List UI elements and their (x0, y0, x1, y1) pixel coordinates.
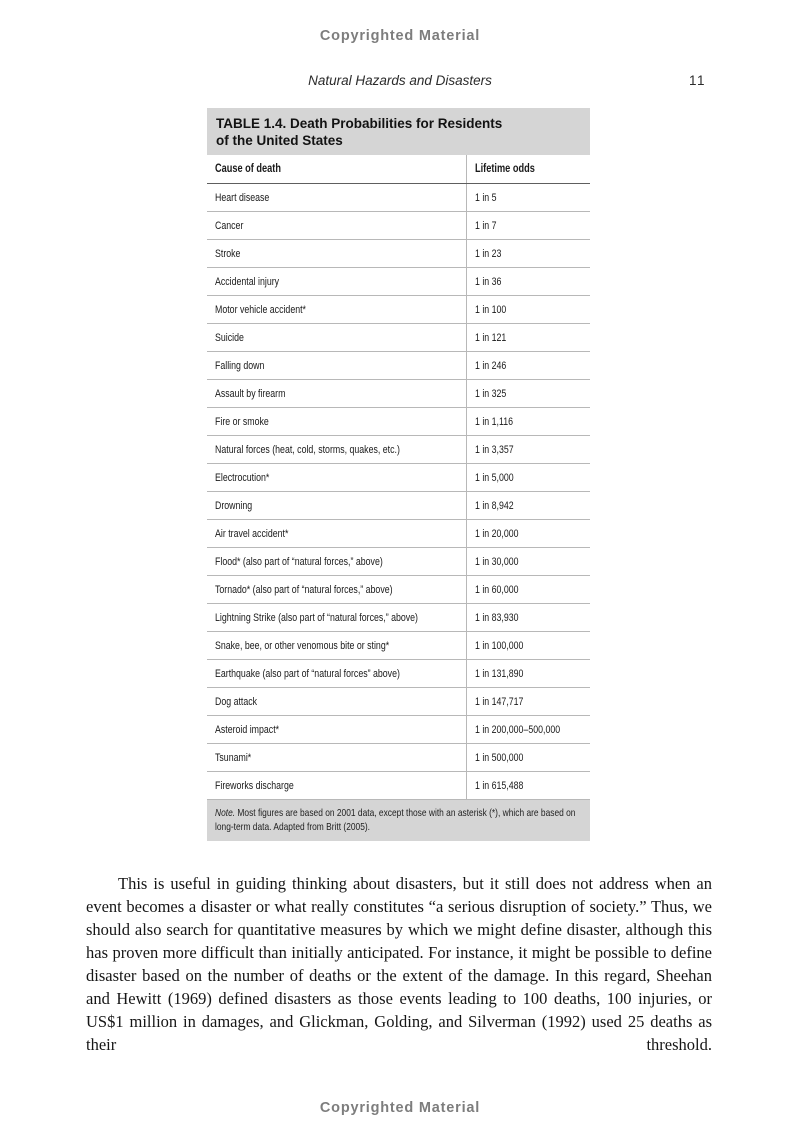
table-row (207, 604, 590, 632)
cause-cell: Dog attack (207, 688, 467, 715)
table-row (207, 380, 590, 408)
table-row (207, 744, 590, 772)
table-row (207, 632, 590, 660)
cause-cell: Falling down (207, 352, 467, 379)
cause-cell: Drowning (207, 492, 467, 519)
odds-cell: 1 in 100,000 (475, 639, 524, 652)
note-label: Note. (215, 807, 236, 819)
table-title-line1: TABLE 1.4. Death Probabilities for Residents (216, 116, 503, 131)
odds-cell: 1 in 5 (475, 191, 497, 204)
table-row (207, 660, 590, 688)
table-note (207, 800, 590, 841)
odds-cell: 1 in 1,116 (475, 415, 514, 428)
cause-cell: Snake, bee, or other venomous bite or sting* (207, 632, 467, 659)
odds-cell: 1 in 23 (475, 247, 502, 260)
table-rows (207, 184, 590, 800)
cause-cell: Tsunami* (207, 744, 467, 771)
copyright-watermark-bottom: Copyrighted Material (319, 1100, 481, 1116)
odds-cell: 1 in 246 (475, 359, 507, 372)
table-title-line2: of the United States (216, 133, 343, 148)
table-row (207, 352, 590, 380)
table-row (207, 296, 590, 324)
odds-cell: 1 in 8,942 (475, 499, 514, 512)
cause-cell: Electrocution* (207, 464, 467, 491)
odds-cell: 1 in 325 (475, 387, 507, 400)
odds-cell: 1 in 147,717 (475, 695, 524, 708)
table-row (207, 548, 590, 576)
table-row (207, 240, 590, 268)
table-row (207, 324, 590, 352)
body-paragraph: This is useful in guiding thinking about disasters, but it still does not address when an event becomes a disaster or what really constitutes “a serious disruption of society.” Thus, we should also search for quantitative measures by which we might define disaster, although this has proven more difficult than initially anticipated. For instance, it might be possible to define disaster based on the number of deaths or the extent of the damage. In this regard, Sheehan and Hewitt (1969) defined disasters as those events leading to 100 deaths, 100 injuries, or US$1 million in damages, and Glickman, Golding, and Silverman (1992) used 25 deaths as their threshold. (86, 874, 712, 1054)
cause-cell: Tornado* (also part of “natural forces,” above) (207, 576, 467, 603)
cause-cell: Asteroid impact* (207, 716, 467, 743)
odds-cell: 1 in 5,000 (475, 471, 514, 484)
cause-cell: Stroke (207, 240, 467, 267)
odds-cell: 1 in 36 (475, 275, 502, 288)
odds-cell: 1 in 3,357 (475, 443, 514, 456)
table-header-row (207, 155, 590, 184)
table-row (207, 408, 590, 436)
cause-cell: Lightning Strike (also part of “natural forces,” above) (207, 604, 467, 631)
cause-cell: Fire or smoke (207, 408, 467, 435)
note-body: Most figures are based on 2001 data, except those with an asterisk (*), which are based on long-term data. Adapted from Britt (2005). (215, 807, 576, 833)
odds-cell: 1 in 200,000–500,000 (475, 723, 561, 736)
odds-cell: 1 in 121 (475, 331, 507, 344)
page-number: 11 (689, 73, 707, 88)
odds-cell: 1 in 83,930 (475, 611, 519, 624)
table-row (207, 184, 590, 212)
cause-cell: Accidental injury (207, 268, 467, 295)
running-head: Natural Hazards and Disasters (308, 73, 492, 88)
table-title (207, 108, 590, 155)
cause-cell: Assault by firearm (207, 380, 467, 407)
odds-cell: 1 in 7 (475, 219, 497, 232)
cause-cell: Cancer (207, 212, 467, 239)
odds-cell: 1 in 30,000 (475, 555, 519, 568)
table-row (207, 688, 590, 716)
odds-cell: 1 in 131,890 (475, 667, 524, 680)
table-row (207, 772, 590, 800)
cause-cell: Natural forces (heat, cold, storms, quakes, etc.) (207, 436, 467, 463)
table-row (207, 576, 590, 604)
table-row (207, 716, 590, 744)
cause-cell: Fireworks discharge (207, 772, 467, 799)
odds-cell: 1 in 60,000 (475, 583, 519, 596)
odds-cell: 1 in 20,000 (475, 527, 519, 540)
table-row (207, 492, 590, 520)
cause-cell: Flood* (also part of “natural forces,” above) (207, 548, 467, 575)
cause-cell: Earthquake (also part of “natural forces” above) (207, 660, 467, 687)
table-row (207, 436, 590, 464)
cause-cell: Suicide (207, 324, 467, 351)
cause-cell: Motor vehicle accident* (207, 296, 467, 323)
table-row (207, 464, 590, 492)
copyright-watermark-top: Copyrighted Material (319, 28, 481, 44)
table-note-text (215, 806, 582, 834)
column-header-odds: Lifetime odds (475, 163, 535, 175)
column-header-cause: Cause of death (207, 155, 467, 183)
table-row (207, 520, 590, 548)
cause-cell: Air travel accident* (207, 520, 467, 547)
odds-cell: 1 in 615,488 (475, 779, 524, 792)
table-row (207, 268, 590, 296)
death-probabilities-table (207, 108, 590, 841)
odds-cell: 1 in 500,000 (475, 751, 524, 764)
cause-cell: Heart disease (207, 184, 467, 211)
odds-cell: 1 in 100 (475, 303, 507, 316)
table-row (207, 212, 590, 240)
